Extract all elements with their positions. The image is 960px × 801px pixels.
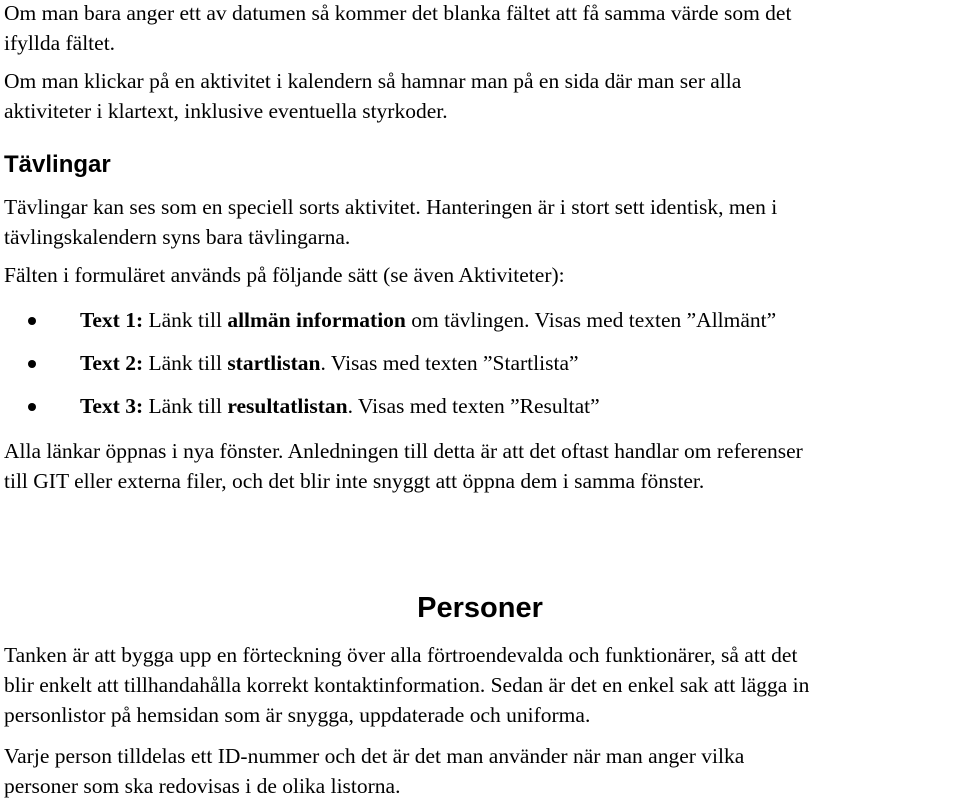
list-item [4,305,776,348]
field-target: resultatlistan [227,394,348,418]
personer-p1-line-1: Tanken är att bygga upp en förteckning över alla förtroendevalda och funktionärer, så att det [4,643,798,667]
section-heading-tavlingar: Tävlingar [4,151,111,178]
intro-paragraph [4,0,791,58]
links-paragraph [4,436,803,496]
calendar-line-1: Om man klickar på en aktivitet i kalendern så hamnar man på en sida där man ser alla [4,69,742,93]
personer-paragraph-1 [4,640,809,730]
list-item [4,348,776,391]
form-fields-list [4,305,776,434]
field-text: . Visas med texten ”Resultat” [347,394,600,418]
intro-line-2: ifyllda fältet. [4,31,116,55]
personer-paragraph-2 [4,741,744,801]
tavlingar-intro-line-1: Tävlingar kan ses som en speciell sorts aktivitet. Hanteringen är i stort sett identisk, men i [4,195,778,219]
tavlingar-intro-line-2: tävlingskalendern syns bara tävlingarna. [4,225,351,249]
bullet-icon [28,360,36,368]
calendar-line-2: aktiviteter i klartext, inklusive eventuella styrkoder. [4,99,448,123]
calendar-paragraph [4,66,741,126]
bullet-icon [28,317,36,325]
field-text: om tävlingen. Visas med texten ”Allmänt” [405,308,777,332]
field-label: Text 3: [80,394,144,418]
intro-line-1: Om man bara anger ett av datumen så kommer det blanka fältet att få samma värde som det [4,1,792,25]
section-heading-personer: Personer [417,592,543,624]
field-label: Text 1: [80,308,144,332]
field-text: . Visas med texten ”Startlista” [320,351,579,375]
field-target: allmän information [227,308,406,332]
field-text: Länk till [143,308,228,332]
personer-p2-line-1: Varje person tilldelas ett ID-nummer och det är det man använder när man anger vilka [4,744,745,768]
links-line-2: till GIT eller externa filer, och det blir inte snyggt att öppna dem i samma fönster. [4,469,705,493]
field-target: startlistan [227,351,321,375]
list-item [4,391,776,434]
personer-p1-line-3: personlistor på hemsidan som är snygga, uppdaterade och uniforma. [4,703,591,727]
tavlingar-intro-paragraph [4,192,777,252]
personer-p2-line-2: personer som ska redovisas i de olika listorna. [4,774,401,798]
field-text: Länk till [143,351,228,375]
links-line-1: Alla länkar öppnas i nya fönster. Anledningen till detta är att det oftast handlar om referenser [4,439,803,463]
bullet-icon [28,403,36,411]
form-fields-intro: Fälten i formuläret används på följande sätt (se även Aktiviteter): [4,263,565,287]
field-text: Länk till [143,394,228,418]
personer-p1-line-2: blir enkelt att tillhandahålla korrekt kontaktinformation. Sedan är det en enkel sak att lägga in [4,673,810,697]
field-label: Text 2: [80,351,144,375]
